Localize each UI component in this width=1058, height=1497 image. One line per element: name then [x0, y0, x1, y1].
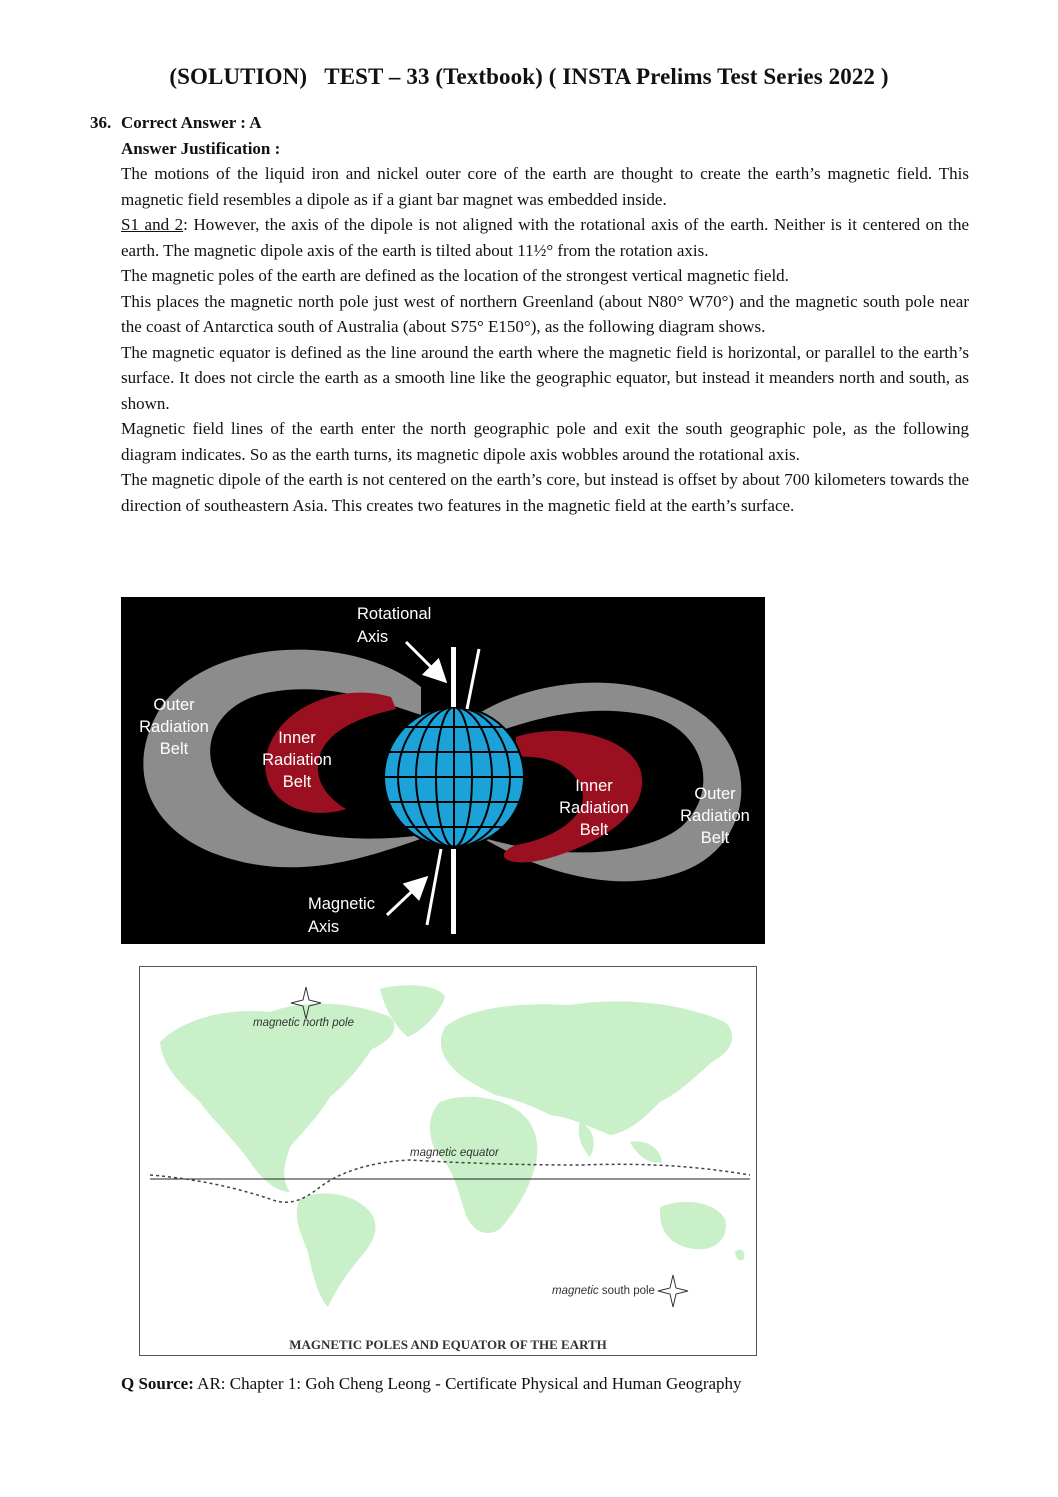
south-pole-star-icon: [658, 1275, 688, 1307]
page-title: (SOLUTION) TEST – 33 (Textbook) ( INSTA Prelims Test Series 2022 ): [169, 64, 889, 89]
outer-belt-right-label-1: Outer: [694, 785, 736, 803]
paragraph-6: Magnetic field lines of the earth enter the north geographic pole and exit the south geographic pole, as the following diagram indicates. So as the earth turns, its magnetic dipole axis wobbles around the rotational axis.: [121, 419, 969, 464]
inner-belt-left-label-1: Inner: [278, 729, 316, 747]
outer-belt-left-label-1: Outer: [153, 696, 195, 714]
question-source: [121, 1374, 742, 1394]
question-number: 36.: [90, 113, 112, 132]
magnetic-axis-label-2: Axis: [308, 918, 340, 936]
rotational-axis-line: [451, 647, 456, 707]
outer-belt-right-label-2: Radiation: [680, 807, 750, 825]
answer-section: [121, 110, 969, 518]
rotational-axis-label-2: Axis: [357, 628, 389, 646]
equator-label: magnetic equator: [410, 1147, 499, 1159]
map-caption: MAGNETIC POLES AND EQUATOR OF THE EARTH: [289, 1337, 607, 1352]
source-text: AR: Chapter 1: Goh Cheng Leong - Certificate Physical and Human Geography: [193, 1374, 742, 1393]
inner-belt-right-label-1: Inner: [575, 777, 613, 795]
rotational-axis-label-1: Rotational: [357, 605, 432, 623]
paragraph-4: This places the magnetic north pole just west of northern Greenland (about N80° W70°) and the magnetic south pole near the coast of Antarctica south of Australia (about S75° E150°), as the following diagram shows.: [121, 291, 969, 336]
outer-belt-left-label-2: Radiation: [139, 718, 209, 736]
radiation-belt-diagram: [121, 597, 765, 944]
inner-belt-right-label-3: Belt: [579, 821, 609, 839]
paragraph-1: The motions of the liquid iron and nickel outer core of the earth are thought to create the earth’s magnetic field. This magnetic field resembles a dipole as if a giant bar magnet was embedded inside.: [121, 164, 969, 209]
statement-label: S1 and 2: [121, 215, 184, 234]
paragraph-2-text: : However, the axis of the dipole is not aligned with the rotational axis of the earth. Neither is it centered on the earth. The magnetic dipole axis of the earth is tilted about 11½° from the rotation axis.: [121, 215, 970, 260]
paragraph-2: [121, 212, 969, 263]
paragraph-7: The magnetic dipole of the earth is not centered on the earth’s core, but instead is offset by about 700 kilometers towards the direction of southeastern Asia. This creates two features in the magnetic field at the earth’s surface.: [121, 470, 969, 515]
south-pole-label: magnetic south pole: [552, 1285, 655, 1297]
magnetic-axis-label-1: Magnetic: [308, 895, 375, 913]
magnetic-axis-line: [467, 649, 479, 709]
justification-heading: Answer Justification :: [121, 138, 281, 158]
inner-belt-left-label-2: Radiation: [262, 751, 332, 769]
paragraph-3: The magnetic poles of the earth are defined as the location of the strongest vertical magnetic field.: [121, 266, 789, 285]
world-map-figure: [139, 966, 757, 1356]
source-label: Q Source:: [121, 1374, 194, 1393]
correct-answer: Correct Answer : A: [121, 113, 262, 132]
inner-belt-right-label-2: Radiation: [559, 799, 629, 817]
magnetic-axis-arrow: [387, 880, 424, 915]
outer-belt-right-label-3: Belt: [700, 829, 730, 847]
paragraph-5: The magnetic equator is defined as the line around the earth where the magnetic field is horizontal, or parallel to the earth’s surface. It does not circle the earth as a smooth line like the geographic equator, but instead it meanders north and south, as shown.: [121, 342, 969, 413]
inner-belt-right: [504, 731, 642, 863]
north-pole-label: magnetic north pole: [253, 1017, 355, 1029]
outer-belt-left-label-3: Belt: [159, 740, 189, 758]
inner-belt-left-label-3: Belt: [282, 773, 312, 791]
rotational-axis-arrow: [406, 642, 443, 679]
